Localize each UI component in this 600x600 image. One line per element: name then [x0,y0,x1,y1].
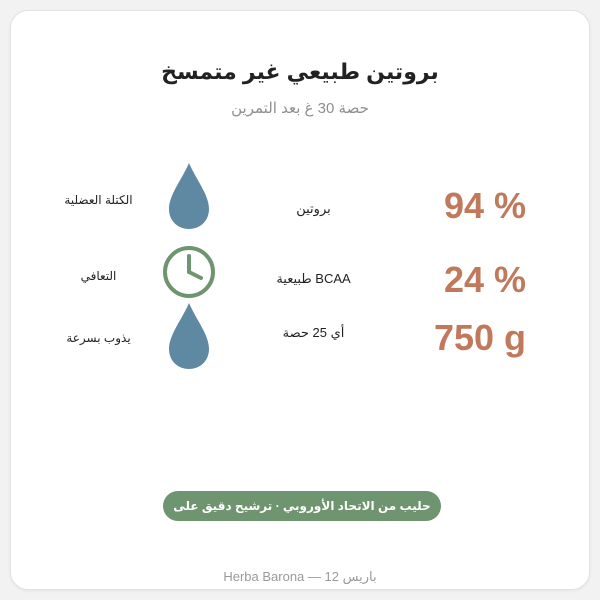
feature-label: يذوب بسرعة [66,331,131,345]
stat-label: بروتين [296,201,331,216]
stat-label: طبيعية BCAA [276,271,351,286]
stat-value: 750 g [433,317,526,358]
origin-badge: حليب من الاتحاد الأوروبي · ترشيح دقيق على البارد [163,491,441,521]
page-subtitle: حصة 30 غ بعد التمرين [231,100,369,117]
clock-icon [161,237,217,307]
stat-value: 94 % [443,185,526,226]
stat-row-protein [11,177,589,247]
page-title: بروتين طبيعي غير متمسخ [161,59,439,84]
product-card [10,10,590,590]
feature-label: الكتلة العضلية [64,193,133,207]
stat-label: أي 25 حصة [282,325,345,340]
footer-text: Herba Barona — 12 باريس [223,569,377,584]
stat-value: 24 % [443,259,526,300]
water-drop-icon [161,161,217,231]
feature-label: التعافي [80,269,117,283]
water-drop-icon [161,301,217,371]
stat-row-bcaa [11,245,589,315]
stat-row-weight [11,311,589,381]
